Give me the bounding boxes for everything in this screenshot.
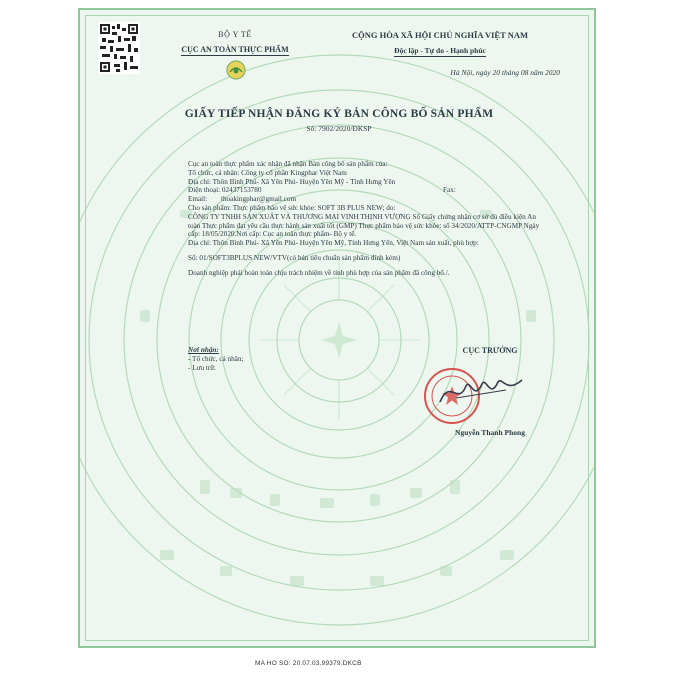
standard-line: Số: 01/SOFT3BPLUS NEW/VTV(có bản tiêu chuẩn sản phẩm đính kèm) bbox=[188, 253, 401, 262]
responsibility-line: Doanh nghiệp phải hoàn toàn chịu trách nhiệm về tính phù hợp của sản phẩm đã công bố./. bbox=[188, 268, 450, 277]
dossier-code: MA HO SO: 20.07.03.99379.DKCB bbox=[255, 660, 362, 667]
country-name: CỘNG HÒA XÃ HỘI CHỦ NGHĨA VIỆT NAM bbox=[351, 30, 529, 40]
intro-line: Cục an toàn thực phẩm xác nhận đã nhận Bản công bố sản phẩm của: bbox=[188, 160, 388, 168]
product-line: Cho sản phẩm: Thực phẩm bảo vệ sức khỏe: SOFT 3B PLUS NEW; do: bbox=[188, 203, 396, 212]
certificate-document bbox=[78, 8, 596, 648]
phone-text: Điện thoại: 02437153780 bbox=[188, 186, 262, 195]
agency-name: CỤC AN TOÀN THỰC PHẨM bbox=[181, 45, 289, 54]
recipient-item: - Tổ chức, cá nhân; bbox=[188, 355, 244, 363]
recipients-heading: Nơi nhận: bbox=[188, 346, 219, 354]
document-title: GIẤY TIẾP NHẬN ĐĂNG KÝ BẢN CÔNG BỐ SẢN PHẨM bbox=[184, 108, 494, 120]
email-label: Email: bbox=[188, 195, 208, 204]
document-body bbox=[188, 160, 540, 278]
ministry-name: BỘ Y TẾ bbox=[218, 30, 252, 39]
email-value: thoakingphar@gmail.com bbox=[220, 195, 297, 204]
email-line bbox=[188, 195, 540, 204]
recipients-block bbox=[188, 346, 243, 373]
national-motto: Độc lập - Tự do - Hạnh phúc bbox=[394, 46, 486, 55]
signer-title: CỤC TRƯỞNG bbox=[462, 346, 518, 355]
national-header bbox=[320, 30, 560, 58]
manufacturer-address: Địa chỉ: Thôn Bình Phú- Xã Yên Phú- Huyện Yên Mỹ, Tỉnh Hưng Yên, Việt Nam sản xuất, phù hợp: bbox=[188, 239, 479, 248]
fax-text: Fax: bbox=[443, 186, 456, 195]
document-number: Số: 7902/2020/ĐKSP bbox=[306, 124, 372, 133]
issue-date: Hà Nội, ngày 20 tháng 08 năm 2020 bbox=[450, 68, 560, 77]
issuing-agency-header bbox=[180, 30, 290, 57]
organization-line: Tổ chức, cá nhân: Công ty cổ phần Kingphar Việt Nam bbox=[188, 168, 347, 177]
phone-fax-line bbox=[188, 186, 540, 195]
address-line: Địa chỉ: Thôn Bình Phú- Xã Yên Phú- Huyện Yên Mỹ - Tỉnh Hưng Yên bbox=[188, 177, 396, 186]
manufacturer-text: CÔNG TY TNHH SẢN XUẤT VÀ THƯƠNG MẠI VINH THỊNH VƯỢNG Số Giấy chứng nhận cơ sở đủ điều kiện An toàn Thực phẩm đạt yêu cầu thực hành sản xuất tốt (GMP) Thực phẩm bảo vệ sức khỏe: số 34/2020/ATTP-CNGMP Ngày cấp: 18/05/2020.Nơi cấp: Cục an toàn thực phẩm- Bộ y tế. bbox=[188, 212, 540, 239]
agency-logo-icon bbox=[226, 60, 246, 80]
qr-code-icon bbox=[98, 22, 140, 74]
handwritten-signature bbox=[436, 372, 526, 412]
recipient-item: - Lưu trữ. bbox=[188, 364, 216, 372]
signer-name: Nguyễn Thanh Phong bbox=[455, 428, 525, 437]
